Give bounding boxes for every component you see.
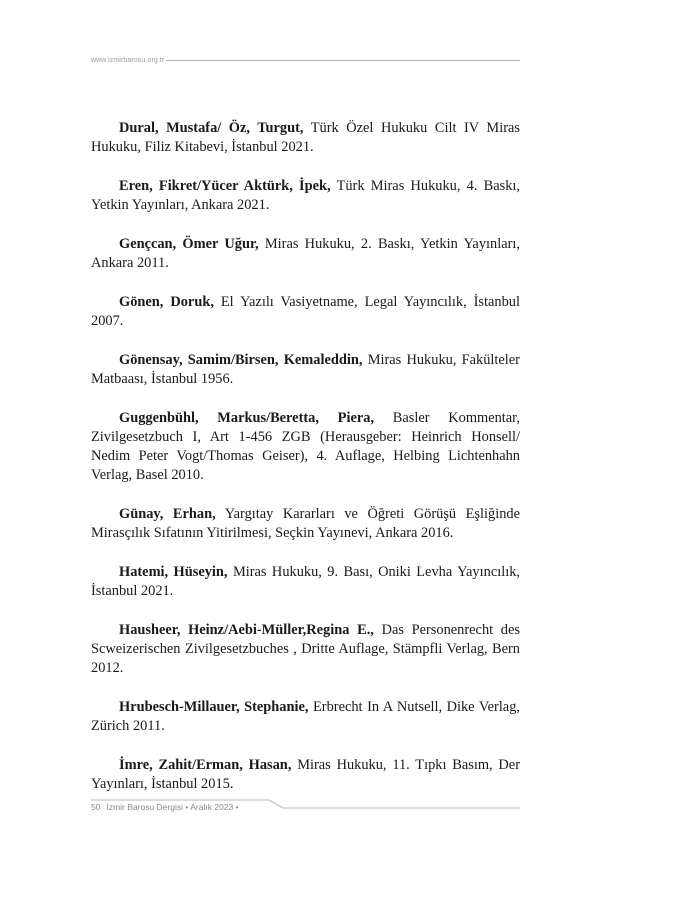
- entry-text: Türk Miras Hukuku, 4. Baskı, Yetkin Yayınları, Ankara 2021.: [91, 178, 520, 213]
- entry-author: Günay, Erhan,: [119, 506, 216, 522]
- entry-text: Türk Özel Hukuku Cilt IV Miras Hukuku, Filiz Kitabevi, İstanbul 2021.: [91, 120, 520, 155]
- page-footer: [91, 799, 520, 815]
- entry-text: Erbrecht In A Nutsell, Dike Verlag, Zürich 2011.: [91, 699, 520, 734]
- bibliography-entry: [91, 235, 520, 273]
- entry-author: Guggenbühl, Markus/Beretta, Piera,: [119, 410, 375, 426]
- header-rule: [166, 60, 520, 61]
- entry-text: Das Personenrecht des Scweizerischen Zivilgesetzbuches , Dritte Auflage, Stämpfli Verlag, Bern 2012.: [91, 622, 520, 676]
- bibliography-entry: [91, 351, 520, 389]
- bibliography-entry: [91, 293, 520, 331]
- entry-author: Dural, Mustafa/ Öz, Turgut,: [119, 120, 304, 136]
- entry-text: El Yazılı Vasiyetname, Legal Yayıncılık, İstanbul 2007.: [91, 294, 520, 329]
- bibliography-entry: [91, 177, 520, 215]
- header-url: www.izmirbarosu.org.tr: [91, 56, 165, 64]
- bibliography-entry: [91, 563, 520, 601]
- bibliography-entry: [91, 698, 520, 736]
- entry-text: Miras Hukuku, 9. Bası, Oniki Levha Yayıncılık, İstanbul 2021.: [91, 564, 520, 599]
- entry-author: İmre, Zahit/Erman, Hasan,: [119, 757, 292, 773]
- entry-author: Hausheer, Heinz/Aebi-Müller,Regina E.,: [119, 622, 374, 638]
- entry-author: Gençcan, Ömer Uğur,: [119, 236, 259, 252]
- page-number: 50: [91, 802, 101, 812]
- bibliography-entry: [91, 409, 520, 485]
- entry-author: Gönen, Doruk,: [119, 294, 214, 310]
- entry-author: Hatemi, Hüseyin,: [119, 564, 228, 580]
- entry-text: Miras Hukuku, Fakülteler Matbaası, İstanbul 1956.: [91, 352, 520, 387]
- entry-text: Basler Kommentar, Zivilgesetzbuch I, Art 1-456 ZGB (Herausgeber: Heinrich Honsell/ Nedim Peter Vogt/Thomas Geiser), 4. Auflage, Helbing Lichtenhahn Verlag, Basel 2010.: [91, 410, 520, 483]
- bibliography-entry: [91, 505, 520, 543]
- page-header: [91, 54, 520, 66]
- entry-text: Yargıtay Kararları ve Öğreti Görüşü Eşliğinde Mirasçılık Sıfatının Yitirilmesi, Seçkin Yayınevi, Ankara 2016.: [91, 506, 521, 541]
- journal-info: İzmir Barosu Dergisi • Aralık 2023 •: [106, 802, 239, 812]
- entry-author: Gönensay, Samim/Birsen, Kemaleddin,: [119, 352, 363, 368]
- bibliography-entry: [91, 621, 520, 678]
- footer-text: [91, 802, 239, 812]
- entry-author: Eren, Fikret/Yücer Aktürk, İpek,: [119, 178, 331, 194]
- entry-text: Miras Hukuku, 2. Baskı, Yetkin Yayınları, Ankara 2011.: [91, 236, 520, 271]
- entry-author: Hrubesch-Millauer, Stephanie,: [119, 699, 309, 715]
- bibliography-list: [91, 119, 520, 814]
- bibliography-entry: [91, 119, 520, 157]
- entry-text: Miras Hukuku, 11. Tıpkı Basım, Der Yayınları, İstanbul 2015.: [91, 757, 520, 792]
- bibliography-entry: [91, 756, 520, 794]
